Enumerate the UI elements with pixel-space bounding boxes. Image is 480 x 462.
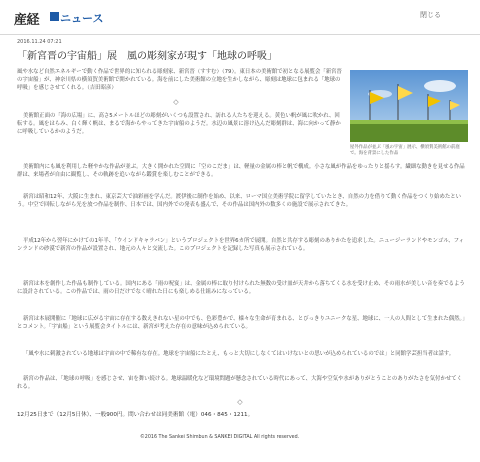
pricing-info: 12月25日まで（12月5日休）、一般900円。問い合わせは同美術館（電）046・845・1211。 (17, 412, 254, 418)
headline: 「新宮晋の宇宙船」展 風の彫刻家が現す「地球の呼吸」 (17, 51, 277, 62)
paragraph-4: 平成12年から翌年にかけての1年半、「ウインドキャラバン」というプロジェクトを世界6カ所で展開。自然と共存する彫刻のありかたを追求した。ニュージーランドやモンゴル、フィンランドの砂漠で新宮の作品が設置され、地元の人々と交流した。このプロジェクトを記録した写真も展示されている。 (17, 238, 465, 253)
logo-square-icon (50, 12, 59, 21)
copyright-footer: ©2016 The Sankei Shimbun & SANKEI DIGITAL All rights reserved. (140, 435, 300, 440)
article-photo (350, 70, 468, 142)
paragraph-6: 新宮は本展開催に「地球に広がる宇宙に存在する数えきれない星の中でも、色彩豊かで、様々な生命が育まれる、とびっきりユニークな星、地球に、一人の人間として生まれた偶然。」とコメント。「宇宙船」という展覧会タイトルには、新宮が考えた存在の意味が込められている。 (17, 316, 465, 331)
photo-caption: 屋外作品が並ぶ「風の宇宙」展示、横須賀美術館の前庭で。海を背景にした作品 (350, 145, 460, 156)
header-bar (0, 0, 480, 35)
paragraph-3: 新宮は昭和12年、大阪に生まれ、東京芸大で油彩画を学んだ。渡伊後に制作を始め、以来、ローマ国立美術学院に留学していたとき、自然の力を借りて動く作品をつくり始めたという。中空で回転しながら光を放つ作品を制作、日本では、国内外での発表も盛んで、その作品は国内外の数多くの施設で展示されてきた。 (17, 194, 462, 209)
close-button[interactable]: 閉じる (420, 11, 441, 19)
logo-sankei: 産経 (14, 13, 40, 28)
paragraph-5: 新宮は本を創作した作品も制作している。国内にある「雨の呪宴」は、金属の棒に取り付けられた無数の受け皿が天井から落ちてくる水を受け止め、その雨水が美しい音を奏でるように設計されている。この作品では、雨の日だけでなく晴れた日にも楽しめる仕組みになっている。 (17, 281, 465, 296)
diamond-separator: ◇ (237, 398, 243, 406)
paragraph-7: 「風や水に刺激されている地球は宇宙の中で稀有な存在。地球を宇宙船にたとえ、もっと大切にしなくてはいけないとの思いが込められているのでは」と同館学芸担当者は話す。 (23, 351, 455, 357)
logo-news: ニュース (60, 12, 104, 25)
diamond-separator: ◇ (173, 98, 179, 106)
paragraph-8: 新宮の作品は、「地球の呼吸」を感じさせ、宙を舞い続ける。地球温暖化など環境問題が懸念されている時代にあって、大海や空気や水がありがとうことのありがたさを気付かせてくれる。 (17, 376, 463, 391)
paragraph-1: 美術館正面の「海の広場」に、高さ5メートルほどの彫刻がいくつも設置され、訪れる人たちを迎える。黄色い帆が風に吹かれ、回転する。風をはらみ、白く輝く帆は、まるで海からやってきた宇宙船のようだ。水辺の風景に溶け込んだ彫刻群は、海に向かって静かに呼吸しているかのようだ。 (17, 113, 341, 136)
lead-paragraph: 風や水など自然エネルギーで動く作品で世界的に知られる彫刻家、新宮晋（すすむ）（79）。東日本の美術館で初となる展覧会「新宮晋の宇宙船」が、神奈川県の横須賀美術館で開かれている。海を前にした美術館の立地を生かしながら、彫刻は地球に包まれる「地球の呼吸」を感じさせてくれる。（吉田昭彦） (17, 69, 342, 92)
paragraph-2: 美術館内にも風を利用した軽やかな作品が並ぶ。大きく開かれた空間に「空のこだま」は、軽量の金属の棒と帆で構成。小さな風が作品をゆったりと揺らす。繊細な動きを見せる作品群は、来場者が自由に観覧し、その軌跡を追いながら鑑賞を楽しむことができる。 (17, 164, 465, 179)
timestamp: 2016.11.24 07:21 (17, 39, 62, 45)
